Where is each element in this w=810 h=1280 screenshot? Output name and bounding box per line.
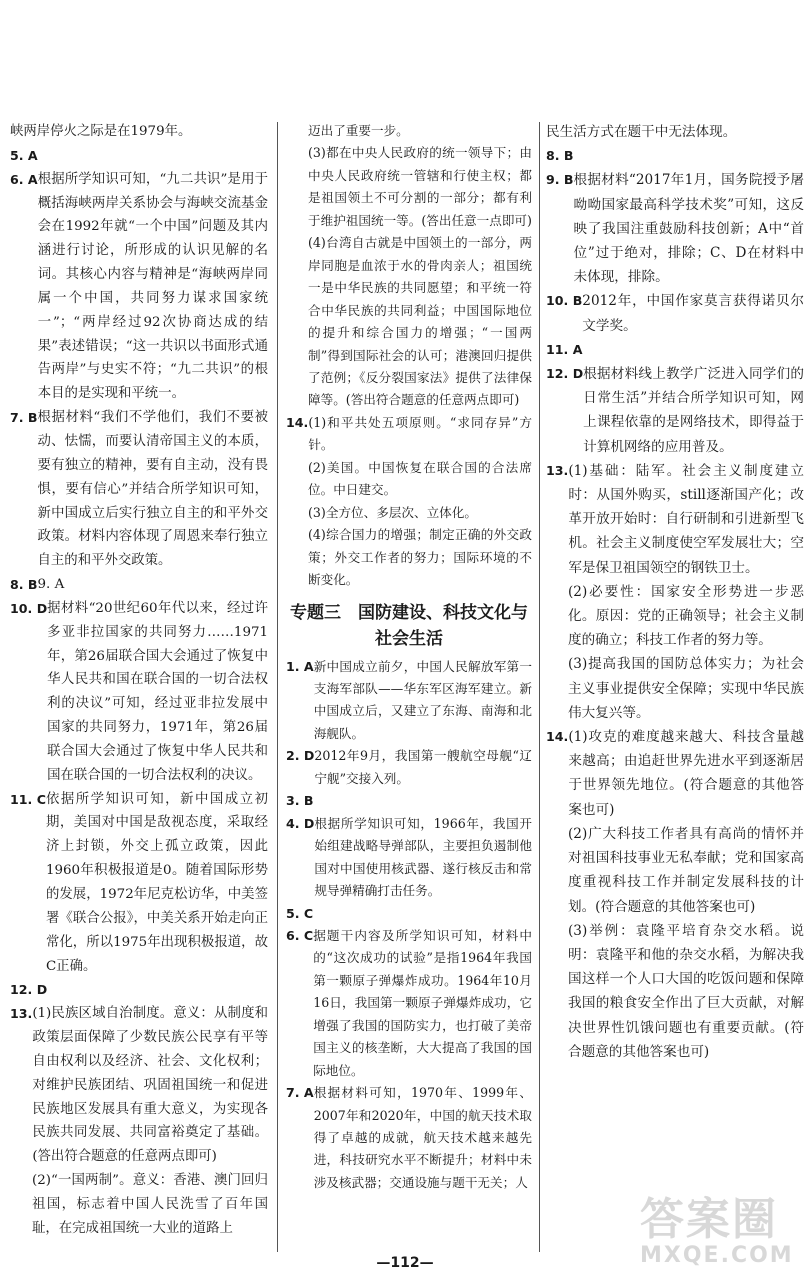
answer-text bbox=[313, 903, 532, 925]
answer-paragraph: (2)“一国两制”。意义：香港、澳门回归祖国，标志着中国人民洗雪了百年国耻，在完成祖国统一大业的道路上 bbox=[32, 1173, 268, 1236]
answer-number: 7. A bbox=[286, 1085, 314, 1101]
answer-number: 11. C bbox=[10, 791, 46, 807]
answer-number: 9. B bbox=[546, 172, 574, 188]
answer-item bbox=[546, 338, 804, 362]
answer-text: (1)和平共处五项原则。“求同存异”方针。 bbox=[308, 414, 532, 453]
answer-item bbox=[546, 459, 804, 580]
answer-number: 12. D bbox=[10, 982, 48, 998]
answer-item bbox=[546, 144, 804, 168]
answer-item bbox=[546, 289, 804, 337]
answer-text: (1)基础：陆军。社会主义制度建立时：从国外购买，still逐渐国产化；改革开放开始时：自行研制和引进新型飞机。社会主义制度使空军发展壮大；空军是保卫祖国领空的钢铁卫士。 bbox=[568, 462, 804, 576]
answer-text: 2012年9月，我国第一艘航空母舰“辽宁舰”交接入列。 bbox=[314, 748, 532, 786]
answer-item bbox=[286, 790, 532, 812]
section-heading: 专题三 国防建设、科技文化与社会生活 bbox=[290, 602, 528, 649]
answer-column-middle bbox=[286, 120, 532, 1194]
answer-text bbox=[38, 144, 268, 168]
answer-item bbox=[286, 903, 532, 925]
answer-number: 10. B bbox=[546, 293, 583, 309]
answer-text bbox=[574, 144, 804, 168]
answer-number: 3. B bbox=[286, 793, 314, 809]
answer-item bbox=[286, 656, 532, 746]
answer-item bbox=[10, 978, 268, 1002]
answer-number: 5. C bbox=[286, 905, 314, 921]
answer-number: 12. D bbox=[546, 366, 584, 382]
answer-item bbox=[286, 925, 532, 1082]
answer-text: 根据材料可知，1970年、1999年、2007年和2020年，中国的航天技术取得了卓越的成就，航天技术越来越先进，科技研究水平不断提升；材料中未涉及核武器；交通设施与题干无关；人 bbox=[313, 1085, 532, 1190]
answer-item bbox=[10, 1002, 268, 1169]
answer-item bbox=[10, 168, 268, 406]
answer-number: 7. B bbox=[10, 410, 38, 426]
answer-item bbox=[286, 412, 532, 457]
answer-text: (1)民族区域自治制度。意义：从制度和政策层面保障了少数民族公民享有平等自由权利以及经济、社会、文化权利；对维护民族团结、巩固祖国统一和促进民族地区发展具有重大意义，为实现各民族共同发展、共同富裕奠定了基础。(答出符合题意的任意两点即可) bbox=[32, 1006, 268, 1165]
answer-item bbox=[10, 573, 268, 597]
answer-number: 4. D bbox=[286, 815, 315, 831]
answer-paragraph: (2)广大科技工作者具有高尚的情怀并对祖国科技事业无私奉献；党和国家高度重视科技工作并制定发展科技的计划。(符合题意的其他答案也可) bbox=[568, 825, 804, 915]
answer-paragraph: (4)综合国力的增强；制定正确的外交政策；外交工作者的努力；国际环境的不断变化。 bbox=[308, 527, 532, 588]
answer-text: 依据所学知识可知，新中国成立初期，美国对中国是敌视态度，采取经济上封锁，外交上孤立政策，因此1960年积极报道是0。随着国际形势的发展，1972年尼克松访华，中美签署《联合公报》，中美关系开始走向正常化，所以1975年出现积极报道，故C正确。 bbox=[45, 791, 268, 974]
answer-number: 13. bbox=[546, 462, 569, 478]
answer-text: 根据材料“2017年1月，国务院授予屠呦呦国家最高科学技术奖”可知，这反映了我国注重鼓励科技创新；A中“首位”过于绝对，排除；C、D在材料中未体现，排除。 bbox=[573, 172, 804, 286]
answer-number: 8. B bbox=[10, 577, 38, 593]
answer-number: 1. A bbox=[286, 658, 314, 674]
answer-text bbox=[582, 338, 804, 362]
answer-item bbox=[546, 362, 804, 459]
answer-text: 据题干内容及所学知识可知，材料中的“这次成功的试验”是指1964年我国第一颗原子弹爆炸成功。1964年10月16日，我国第一颗原子弹爆炸成功，它增强了我国的国防实力，也打破了美帝国主义的核垄断，大大提高了我国的国际地位。 bbox=[313, 927, 532, 1078]
answer-text: 据材料“20世纪60年代以来，经过许多亚非拉国家的共同努力……1971年，第26届联合国大会通过了恢复中华人民共和国在联合国的一切合法权利的决议”可知，经过亚非拉发展中国家的共同努力，1971年，第26届联合国大会通过了恢复中华人民共和国在联合国的一切合法权利的决议。 bbox=[47, 600, 268, 783]
column-divider bbox=[277, 122, 278, 1252]
column-divider bbox=[539, 122, 540, 1252]
answer-paragraph: (3)举例：袁隆平培育杂交水稻。说明：袁隆平和他的杂交水稻，为解决我国这样一个人口大国的吃饭问题和保障我国的粮食安全作出了巨大贡献，对解决世界性饥饿问题也有重要贡献。(符合题意的其他答案也可) bbox=[568, 922, 804, 1060]
answer-item bbox=[546, 725, 804, 822]
answer-text: 根据材料“我们不学他们，我们不要被动、怯懦，而要认清帝国主义的本质，要有独立的精神，要有自主动，没有畏惧，要有信心”并结合所学知识可知，新中国成立后实行独立自主的和平外交政策。材料内容体现了周恩来奉行独立自主的和平外交政策。 bbox=[37, 410, 268, 569]
answer-number: 2. D bbox=[286, 748, 315, 764]
answer-number: 14. bbox=[286, 414, 309, 430]
answer-text: (1)攻克的难度越来越大、科技含量越来越高；由追赶世界先进水平到逐渐居于世界领先地位。(符合题意的其他答案也可) bbox=[568, 729, 804, 818]
answer-paragraph: (4)台湾自古就是中国领土的一部分，两岸同胞是血浓于水的骨肉亲人；祖国统一是中华民族的共同愿望；和平统一符合中华民族的共同利益；中国国际地位的提升和综合国力的增强；“一国两制”得到国际社会的认可；港澳回归提供了范例；《反分裂国家法》提供了法律保障等。(答出符合题意的任意两点即可) bbox=[308, 235, 532, 408]
answer-text: 9. A bbox=[37, 577, 65, 593]
watermark-text: 答案圈 bbox=[640, 1194, 778, 1245]
answer-text: 根据所学知识可知，“九二共识”是用于概括海峡两岸关系协会与海峡交流基金会在1992年就“一个中国”问题及其内涵进行讨论，所形成的认识见解的名词。其核心内容与精神是“海峡两岸同属一个中国，共同努力谋求国家统一”；“两岸经过92次协商达成的结果”表述错误；“这一共识以书面形式通告两岸”与史实不符；“九二共识”的根本目的是实现和平统一。 bbox=[37, 171, 268, 402]
watermark-url: MXQE.COM bbox=[640, 1243, 794, 1268]
answer-column-left bbox=[10, 120, 268, 1241]
answer-paragraph: (3)提高我国的国防总体实力；为社会主义事业提供安全保障；实现中华民族伟大复兴等。 bbox=[568, 656, 804, 721]
answer-number: 13. bbox=[10, 1006, 33, 1022]
answer-number: 5. A bbox=[10, 147, 38, 163]
page-number: —112— bbox=[376, 1255, 434, 1271]
answer-number: 14. bbox=[546, 729, 569, 745]
answer-text bbox=[47, 978, 268, 1002]
answer-number: 10. D bbox=[10, 600, 48, 616]
answer-paragraph: 民生活方式在题干中无法体现。 bbox=[546, 124, 737, 140]
answer-item bbox=[10, 406, 268, 573]
answer-text: 新中国成立前夕，中国人民解放军第一支海军部队——华东军区海军建立。新中国成立后，又建立了东海、南海和北海舰队。 bbox=[313, 658, 532, 741]
answer-item bbox=[10, 144, 268, 168]
answer-item bbox=[10, 788, 268, 979]
answer-paragraph: 迈出了重要一步。 bbox=[308, 123, 409, 138]
answer-number: 8. B bbox=[546, 148, 574, 164]
answer-paragraph: (2)美国。中国恢复在联合国的合法席位。中日建交。 bbox=[308, 459, 532, 498]
answer-text bbox=[314, 790, 532, 812]
answer-paragraph: (2)必要性：国家安全形势进一步恶化。原因：党的正确领导；社会主义制度的确立；科技工作者的努力等。 bbox=[568, 583, 804, 649]
answer-column-right bbox=[546, 120, 804, 1064]
answer-item bbox=[286, 745, 532, 790]
answer-item bbox=[286, 1082, 532, 1194]
answer-text: 2012年，中国作家莫言获得诺贝尔文学奖。 bbox=[582, 293, 804, 334]
answer-number: 11. A bbox=[546, 341, 583, 357]
answer-paragraph: (3)都在中央人民政府的统一领导下；由中央人民政府统一管辖和行使主权；都是祖国领土不可分割的一部分；都有利于维护祖国统一等。(答出任意一点即可) bbox=[308, 145, 532, 228]
watermark-logo bbox=[640, 1196, 806, 1276]
answer-text: 根据所学知识可知，1966年，我国开始组建战略导弹部队，主要担负遏制他国对中国使用核武器、遂行核反击和常规导弹精确打击任务。 bbox=[314, 815, 532, 899]
answer-item bbox=[286, 813, 532, 903]
answer-number: 6. C bbox=[286, 927, 314, 943]
answer-item bbox=[10, 597, 268, 788]
answer-item bbox=[546, 168, 804, 289]
answer-paragraph: (3)全方位、多层次、立体化。 bbox=[308, 504, 477, 520]
answer-number: 6. A bbox=[10, 171, 38, 187]
answer-paragraph: 峡两岸停火之际是在1979年。 bbox=[10, 124, 192, 139]
answer-text: 根据材料线上教学广泛进入同学们的日常生活”并结合所学知识可知，网上课程依靠的是网络技术，即得益于计算机网络的应用普及。 bbox=[583, 366, 804, 455]
